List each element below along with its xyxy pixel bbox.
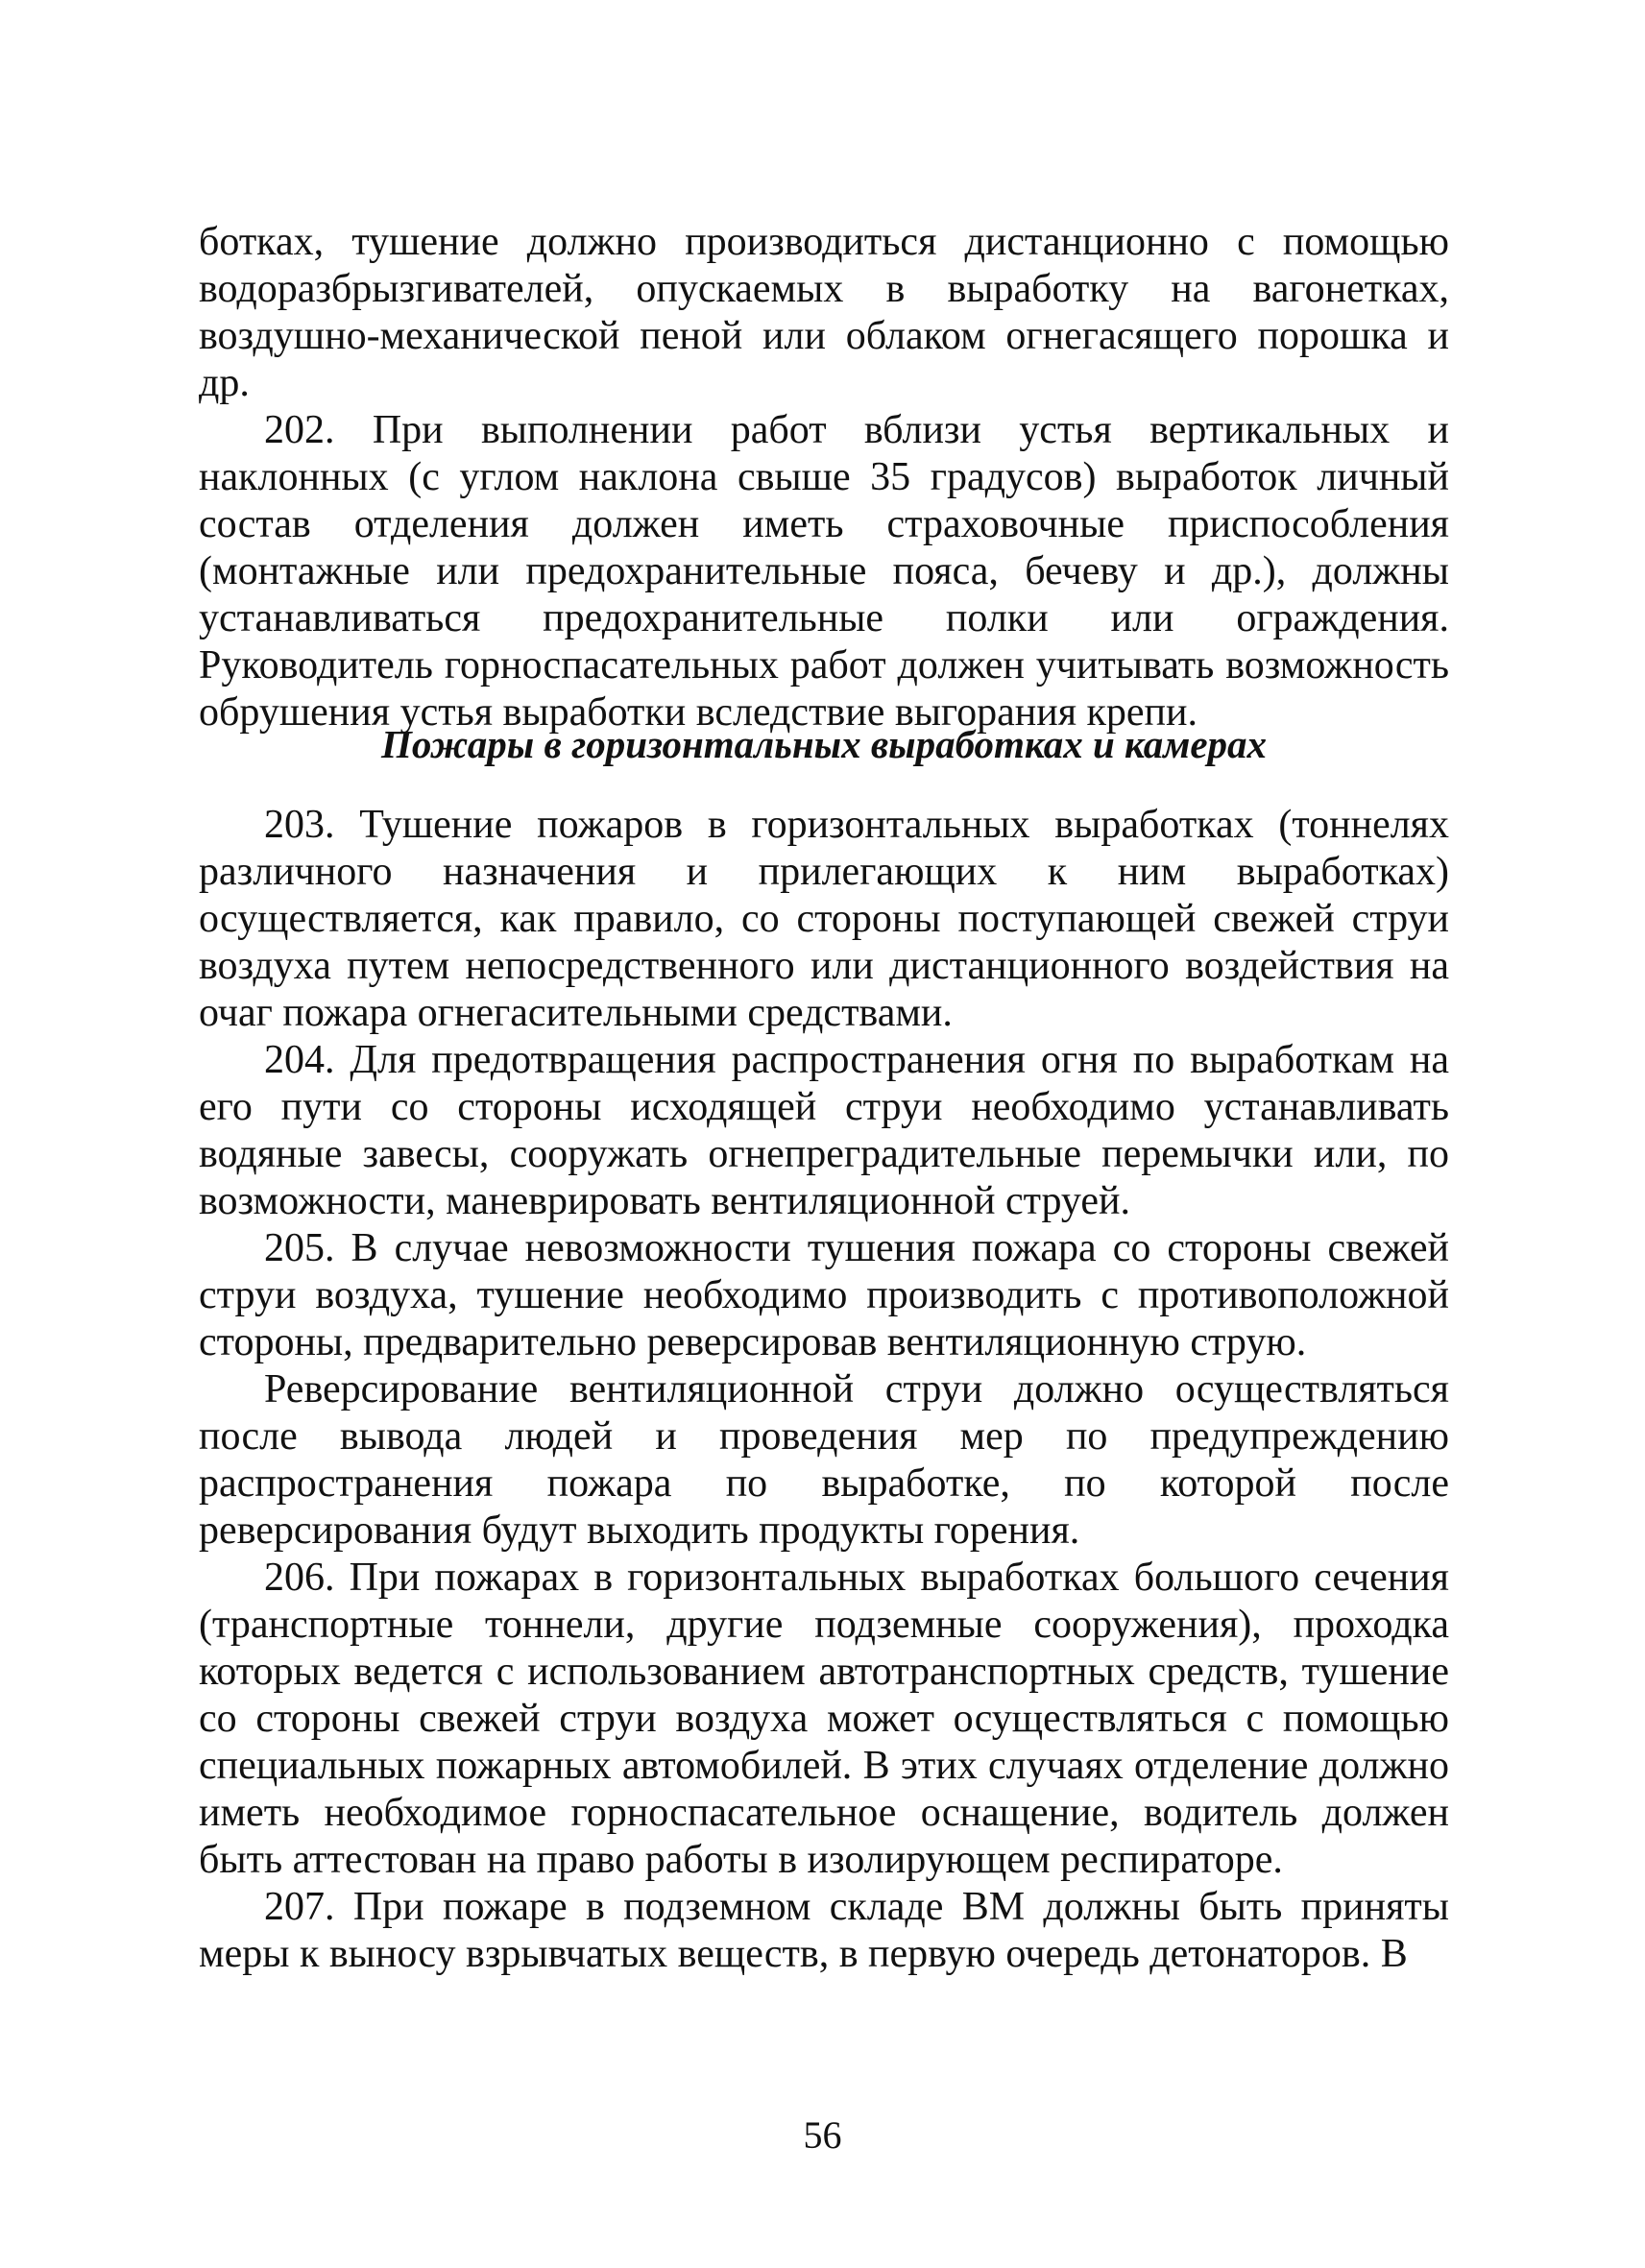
paragraph-205-continuation: Реверсирование вентиляционной струи должно осуществляться после вывода людей и проведения мер по предупреждению распространения пожара по выработке, по которой после реверсирования будут выходить продукты горения. [199, 1367, 1449, 1553]
paragraph-206: 206. При пожарах в горизонтальных выработках большого сечения (транспортные тоннели, другие подземные сооружения), проходка которых ведется с использованием автотранспортных средств, тушение со стороны свежей струи воздуха может осуществляться с помощью специальных пожарных автомобилей. В этих случаях отделение должно иметь необходимое горноспасательное оснащение, водитель должен быть аттестован на право работы в изолирующем респираторе. [199, 1556, 1449, 1882]
paragraph-continuation: ботках, тушение должно производиться дистанционно с помощью водоразбрызгивателей, опускаемых в выработку на вагонетках, воздушно-механической пеной или облаком огнегасящего порошка и др. [199, 220, 1449, 405]
paragraph-203: 203. Тушение пожаров в горизонтальных выработках (тоннелях различного назначения и прилегающих к ним выработках) осуществляется, как правило, со стороны поступающей свежей струи воздуха путем непосредственного или дистанционного воздействия на очаг пожара огнегасительными средствами. [199, 803, 1449, 1035]
top-text-block [199, 219, 1449, 736]
paragraph-205: 205. В случае невозможности тушения пожара со стороны свежей струи воздуха, тушение необходимо производить с противоположной стороны, предварительно реверсировав вентиляционную струю. [199, 1226, 1449, 1364]
paragraph-204: 204. Для предотвращения распространения огня по выработкам на его пути со стороны исходящей струи необходимо устанавливать водяные завесы, сооружать огнепреградительные перемычки или, по возможности, маневрировать вентиляционной струей. [199, 1038, 1449, 1223]
section-text-block [199, 802, 1449, 1978]
paragraph-207: 207. При пожаре в подземном складе ВМ должны быть приняты меры к выносу взрывчатых веществ, в первую очередь детонаторов. В [199, 1885, 1449, 1976]
page-number: 56 [803, 2113, 842, 2157]
paragraph-202: 202. При выполнении работ вблизи устья вертикальных и наклонных (с углом наклона свыше 35 градусов) выработок личный состав отделения должен иметь страховочные приспособления (монтажные или предохранительные пояса, бечеву и др.), должны устанавливаться предохранительные полки или ограждения. Руководитель горноспасательных работ должен учитывать возможность обрушения устья выработки вследствие выгорания крепи. [199, 408, 1449, 735]
section-heading: Пожары в горизонтальных выработках и камерах [380, 722, 1268, 766]
